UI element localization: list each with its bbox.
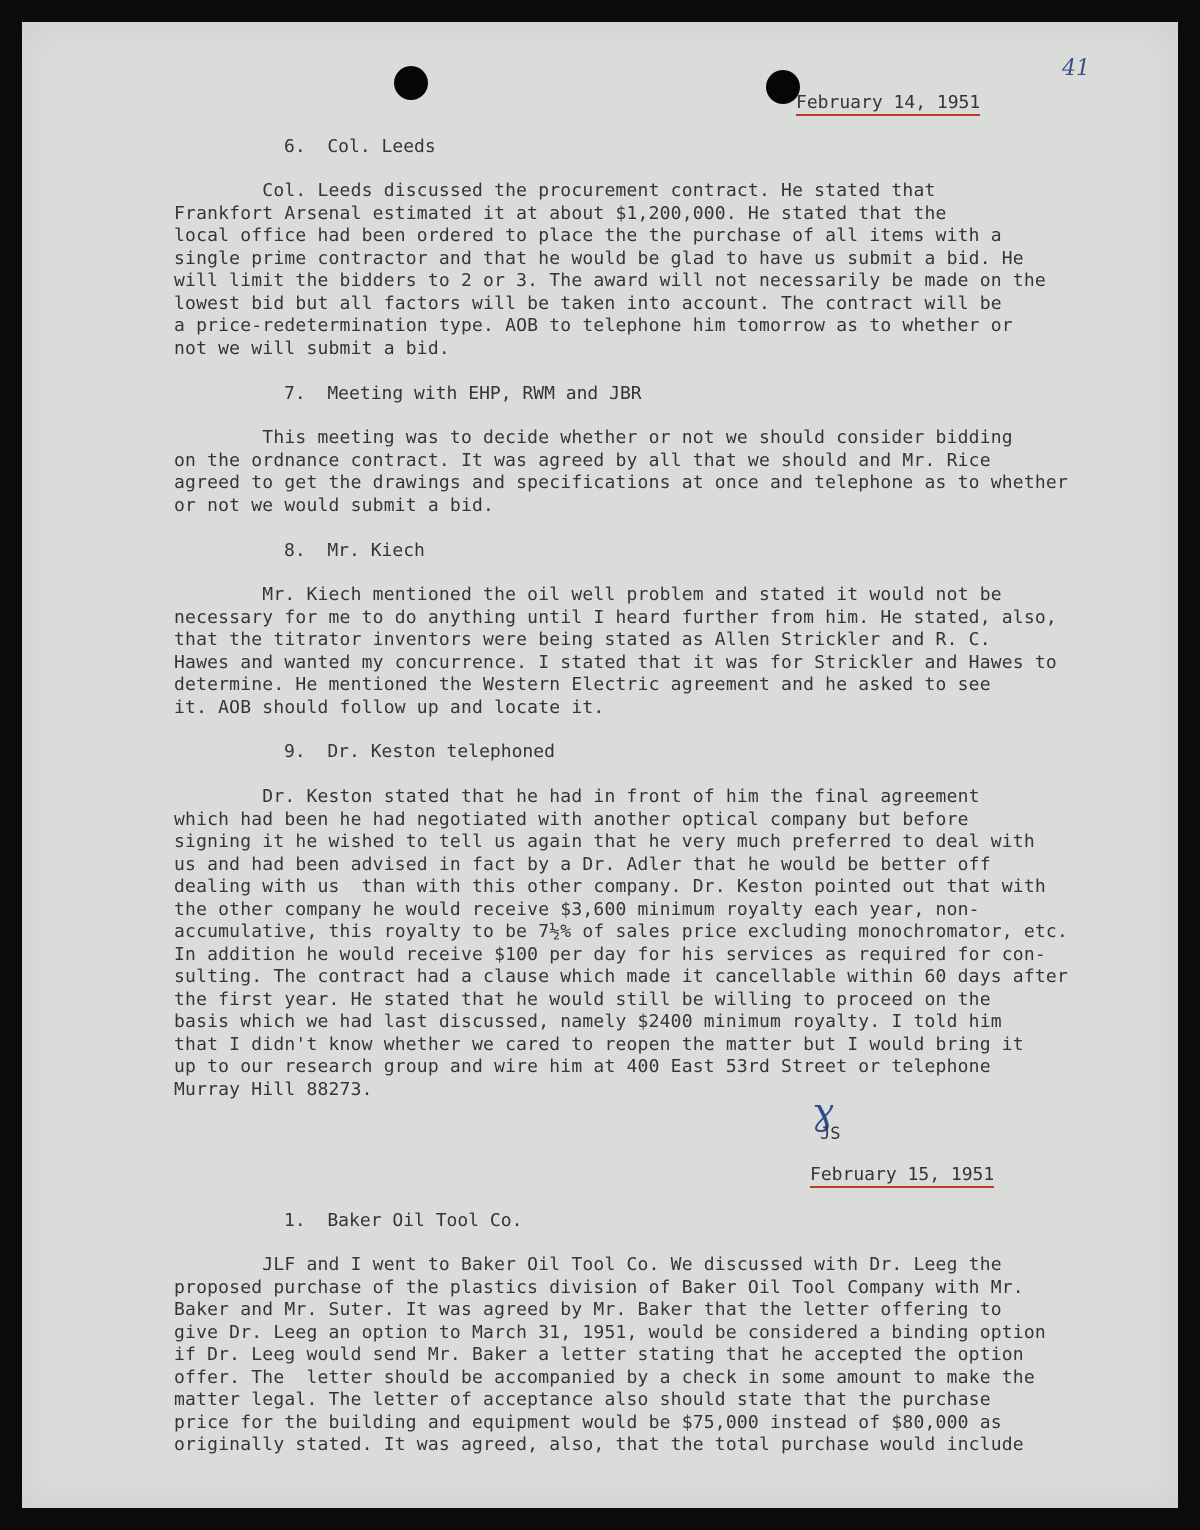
- text-line: single prime contractor and that he would be glad to have us submit a bid. He: [174, 247, 1024, 269]
- text-line: lowest bid but all factors will be taken into account. The contract will be: [174, 292, 1002, 314]
- section-heading-8: 8. Mr. Kiech: [284, 540, 425, 561]
- text-line: the other company he would receive $3,600 minimum royalty each year, non-: [174, 898, 980, 920]
- text-line: basis which we had last discussed, namely $2400 minimum royalty. I told him: [174, 1011, 1002, 1032]
- text-line: that I didn't know whether we cared to reopen the matter but I would bring it: [174, 1033, 1024, 1055]
- text-line: Hawes and wanted my concurrence. I stated that it was for Strickler and Hawes to: [174, 651, 1057, 673]
- text-line: signing it he wished to tell us again that he very much preferred to deal with: [174, 831, 1035, 852]
- section-body-9: [174, 786, 1094, 1101]
- text-line: the first year. He stated that he would still be willing to proceed on the: [174, 988, 991, 1010]
- text-line: local office had been ordered to place the the purchase of all items with a: [174, 225, 1002, 246]
- text-line: Frankfort Arsenal estimated it at about $1,200,000. He stated that the: [174, 202, 947, 224]
- date-heading-feb-14: February 14, 1951: [796, 92, 980, 116]
- text-line: agreed to get the drawings and specifications at once and telephone as to whether: [174, 472, 1068, 493]
- punch-hole-right: [766, 70, 800, 104]
- text-line: us and had been advised in fact by a Dr. Adler that he would be better off: [174, 853, 991, 875]
- text-line: Dr. Keston stated that he had in front of him the final agreement: [174, 786, 980, 807]
- section-body-7: [174, 427, 1094, 517]
- section-body-6: [174, 180, 1094, 360]
- text-line: which had been he had negotiated with another optical company but before: [174, 808, 969, 830]
- text-line: price for the building and equipment would be $75,000 instead of $80,000 as: [174, 1411, 1002, 1433]
- text-line: Murray Hill 88273.: [174, 1078, 373, 1100]
- typist-initials: JS: [820, 1124, 841, 1144]
- text-line: a price-redetermination type. AOB to telephone him tomorrow as to whether or: [174, 315, 1013, 336]
- text-line: necessary for me to do anything until I heard further from him. He stated, also,: [174, 606, 1057, 628]
- text-line: it. AOB should follow up and locate it.: [174, 696, 605, 718]
- text-line: accumulative, this royalty to be 7½% of sales price excluding monochromator, etc.: [174, 921, 1068, 942]
- text-line: originally stated. It was agreed, also, that the total purchase would include: [174, 1434, 1024, 1455]
- text-line: proposed purchase of the plastics division of Baker Oil Tool Company with Mr.: [174, 1276, 1024, 1298]
- text-line: on the ordnance contract. It was agreed by all that we should and Mr. Rice: [174, 449, 991, 471]
- text-line: matter legal. The letter of acceptance also should state that the purchase: [174, 1389, 991, 1410]
- section-heading-6: 6. Col. Leeds: [284, 136, 436, 157]
- text-line: will limit the bidders to 2 or 3. The award will not necessarily be made on the: [174, 270, 1046, 291]
- text-line: Col. Leeds discussed the procurement contract. He stated that: [174, 180, 936, 201]
- text-line: This meeting was to decide whether or not we should consider bidding: [174, 427, 1013, 448]
- text-line: JLF and I went to Baker Oil Tool Co. We discussed with Dr. Leeg the: [174, 1254, 1002, 1275]
- text-line: that the titrator inventors were being stated as Allen Strickler and R. C.: [174, 629, 991, 650]
- punch-hole-left: [394, 66, 428, 100]
- page-number: 41: [1062, 56, 1090, 81]
- text-line: determine. He mentioned the Western Electric agreement and he asked to see: [174, 674, 991, 695]
- section-heading-1: 1. Baker Oil Tool Co.: [284, 1210, 523, 1231]
- text-line: up to our research group and wire him at 400 East 53rd Street or telephone: [174, 1056, 991, 1077]
- text-line: Mr. Kiech mentioned the oil well problem and stated it would not be: [174, 584, 1002, 605]
- text-line: Baker and Mr. Suter. It was agreed by Mr. Baker that the letter offering to: [174, 1299, 1002, 1320]
- text-line: sulting. The contract had a clause which made it cancellable within 60 days after: [174, 966, 1068, 987]
- handwritten-initial-mark: ɣ: [812, 1092, 834, 1133]
- date-heading-feb-15: February 15, 1951: [810, 1164, 994, 1188]
- section-heading-9: 9. Dr. Keston telephoned: [284, 741, 555, 762]
- section-heading-7: 7. Meeting with EHP, RWM and JBR: [284, 383, 642, 404]
- text-line: if Dr. Leeg would send Mr. Baker a letter stating that he accepted the option: [174, 1344, 1024, 1365]
- section-body-8: [174, 584, 1094, 719]
- text-line: not we will submit a bid.: [174, 337, 450, 359]
- text-line: dealing with us than with this other company. Dr. Keston pointed out that with: [174, 876, 1046, 897]
- text-line: give Dr. Leeg an option to March 31, 1951, would be considered a binding option: [174, 1321, 1046, 1343]
- text-line: In addition he would receive $100 per day for his services as required for con-: [174, 943, 1046, 965]
- text-line: offer. The letter should be accompanied by a check in some amount to make the: [174, 1366, 1035, 1388]
- text-line: or not we would submit a bid.: [174, 494, 495, 516]
- section-body-1: [174, 1254, 1094, 1457]
